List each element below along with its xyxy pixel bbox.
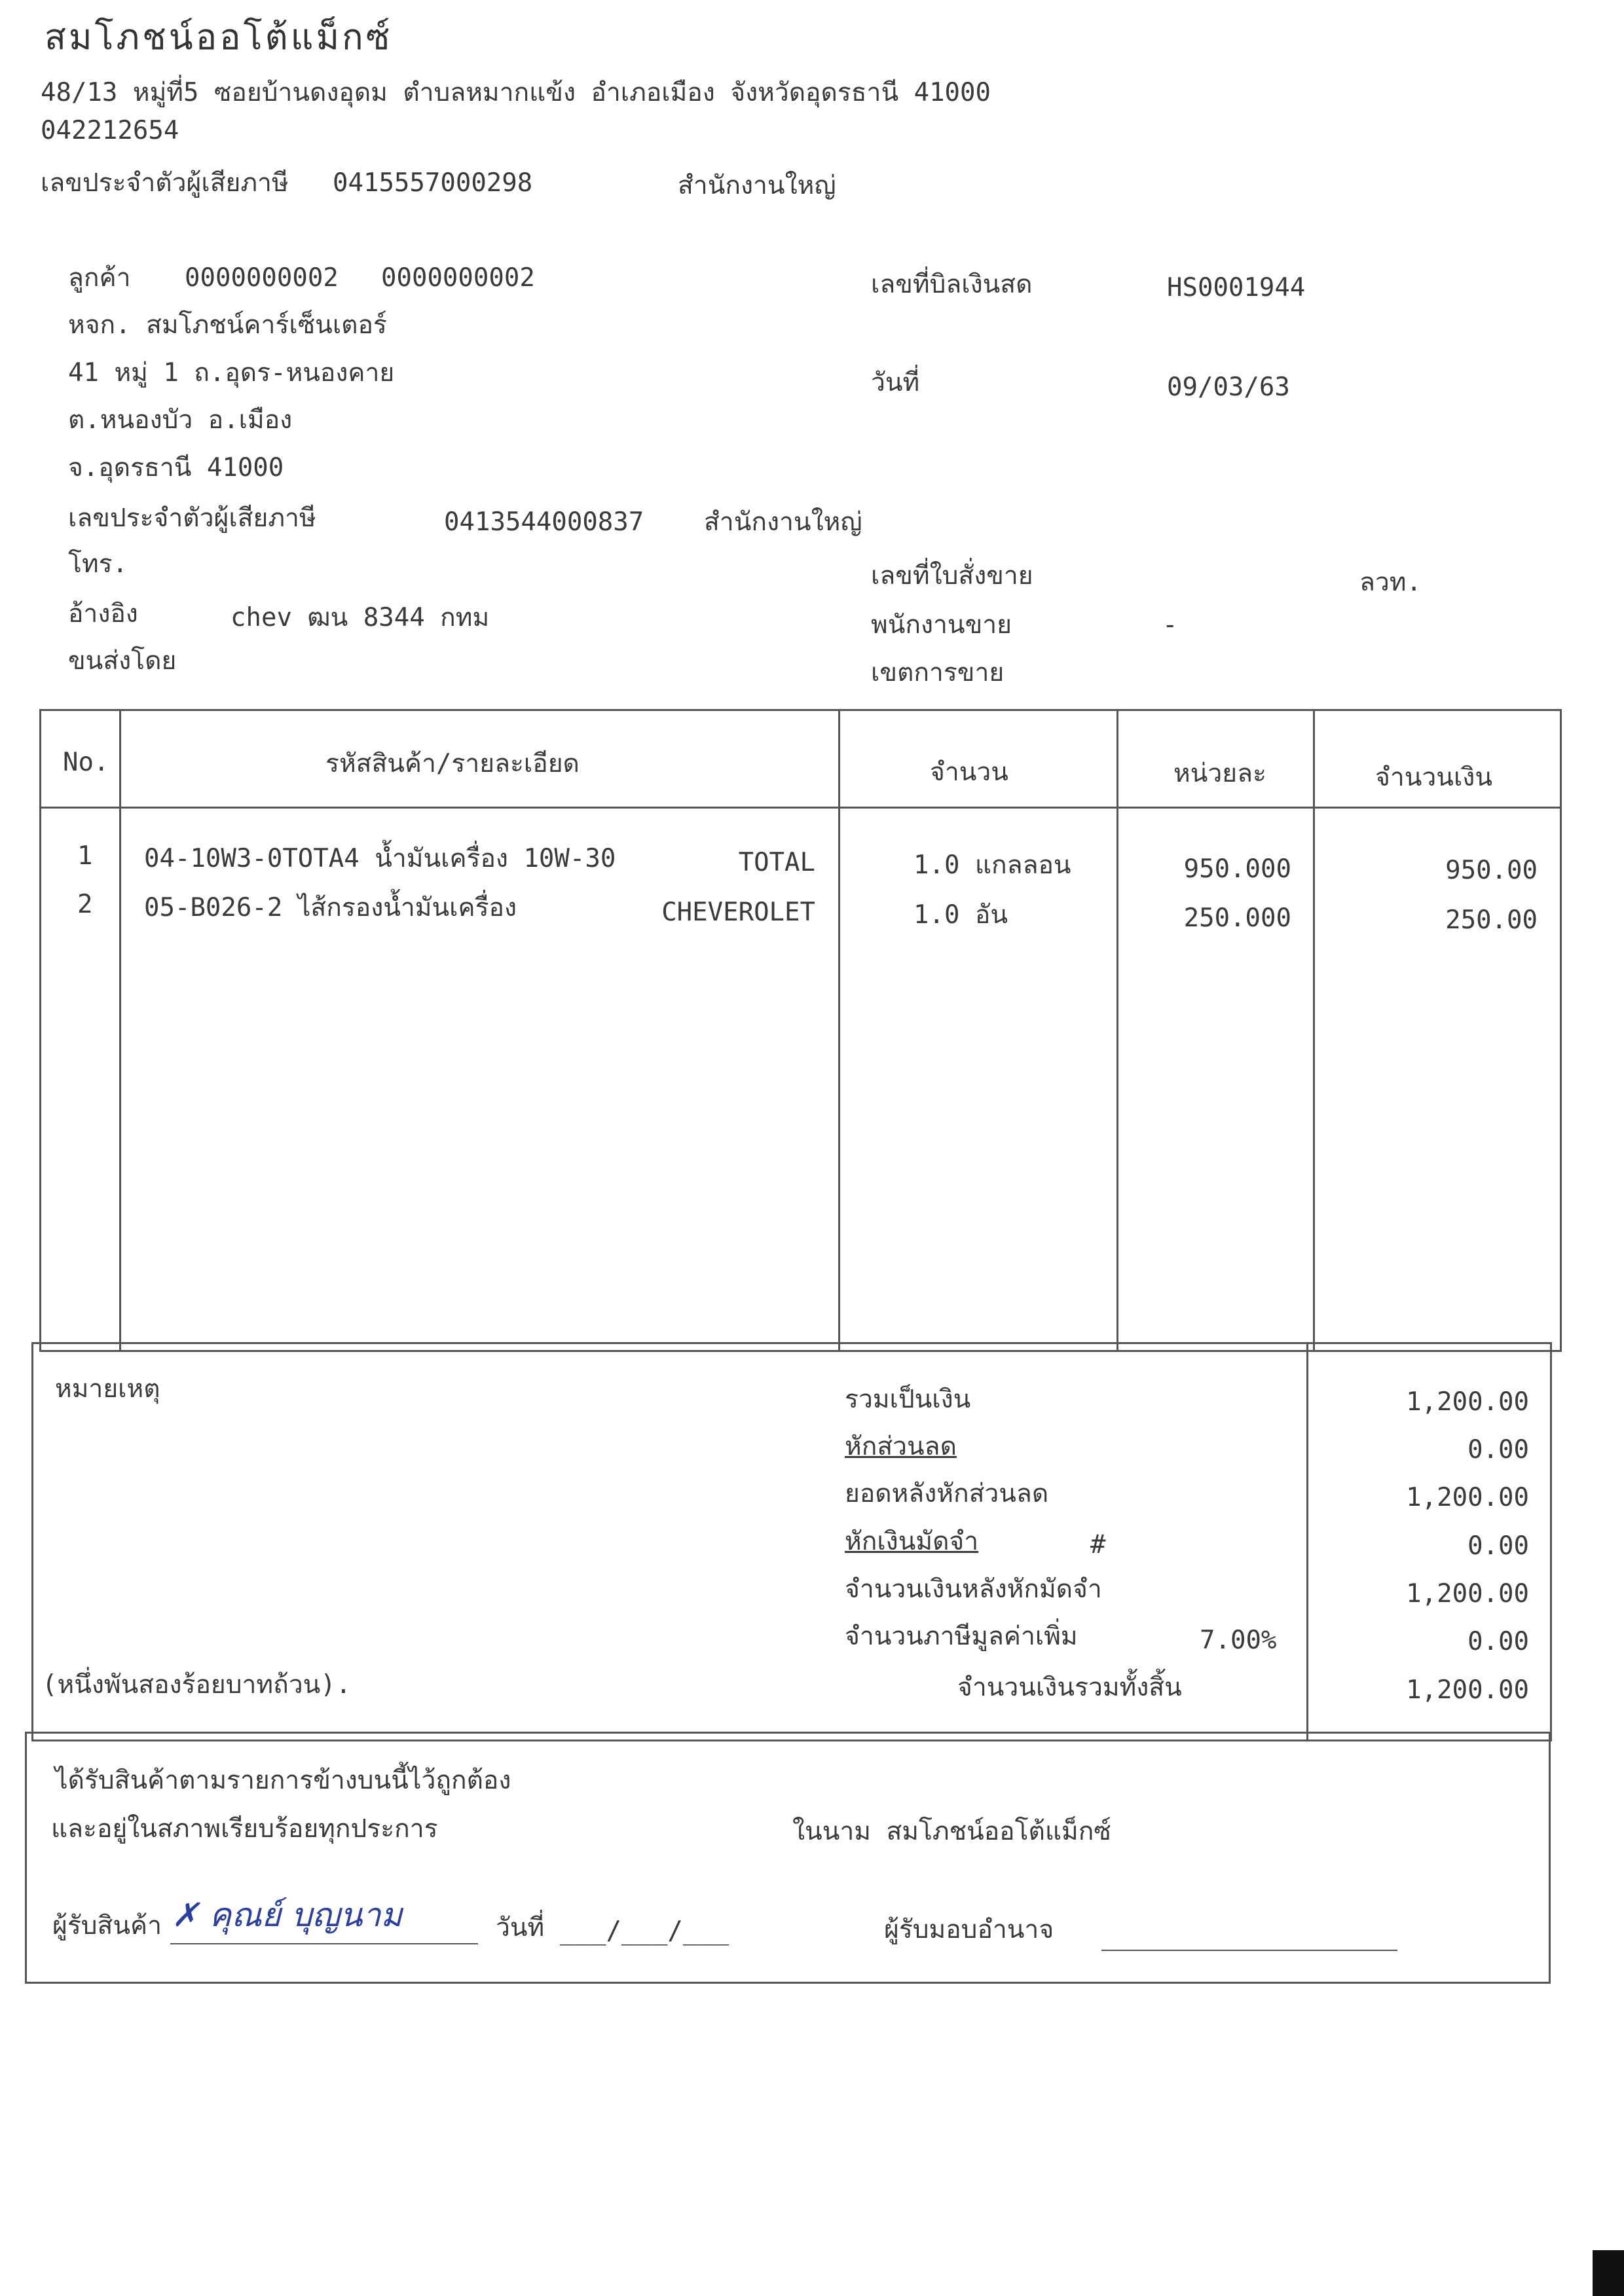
after-deposit-label: จำนวนเงินหลังหักมัดจำ — [845, 1575, 1102, 1604]
authorized-signature-line — [1101, 1950, 1397, 1951]
header-amount: จำนวนเงิน — [1375, 763, 1493, 792]
customer-code-2: 0000000002 — [381, 263, 535, 293]
row-2-no: 2 — [77, 890, 93, 919]
deposit-hash: # — [1090, 1530, 1106, 1559]
receive-date-label: วันที่ — [496, 1913, 545, 1942]
col-divider-2 — [838, 709, 840, 1352]
company-phone: 042212654 — [41, 116, 179, 145]
receiver-label: ผู้รับสินค้า — [52, 1911, 162, 1941]
after-deposit-value: 1,200.00 — [1406, 1579, 1529, 1609]
customer-address-2: ต.หนองบัว อ.เมือง — [68, 405, 293, 435]
summary-divider — [1306, 1342, 1308, 1741]
subtotal-label: รวมเป็นเงิน — [845, 1385, 971, 1414]
vat-value: 0.00 — [1467, 1627, 1529, 1656]
row-1-unit-price: 950.000 — [1183, 854, 1291, 884]
company-address: 48/13 หมู่ที่5 ซอยบ้านดงอุดม ตำบลหมากแข้ง อำเภอเมือง จังหวัดอุดรธานี 41000 — [41, 78, 991, 107]
customer-code-1: 0000000002 — [185, 263, 339, 293]
customer-phone-label: โทร. — [68, 549, 128, 579]
received-line-2: และอยู่ในสภาพเรียบร้อยทุกประการ — [51, 1814, 438, 1844]
receiver-signature-line — [170, 1943, 478, 1944]
deposit-label-text: หักเงินมัดจำ — [845, 1527, 979, 1556]
salesperson-label: พนักงานขาย — [871, 610, 1012, 640]
grand-total-value: 1,200.00 — [1406, 1675, 1529, 1705]
customer-tax-id: 0413544000837 — [444, 507, 644, 537]
items-table — [39, 709, 1562, 1352]
remark-label: หมายเหตุ — [55, 1374, 160, 1404]
order-no-value: ลวท. — [1359, 568, 1422, 597]
bill-date-label: วันที่ — [871, 368, 920, 397]
col-divider-1 — [119, 709, 121, 1352]
received-line-1: ได้รับสินค้าตามรายการข้างบนนี้ไว้ถูกต้อง — [55, 1766, 511, 1795]
row-1-quantity: 1.0 แกลลอน — [913, 850, 1071, 880]
after-discount-label: ยอดหลังหักส่วนลด — [845, 1479, 1049, 1508]
col-divider-4 — [1313, 709, 1315, 1352]
row-1-brand: TOTAL — [738, 848, 815, 877]
order-no-label: เลขที่ใบสั่งขาย — [871, 561, 1033, 591]
grand-total-label: จำนวนเงินรวมทั้งสิ้น — [957, 1673, 1182, 1702]
customer-ship-label: ขนส่งโดย — [68, 646, 177, 676]
table-header-divider — [39, 807, 1562, 809]
deposit-value: 0.00 — [1467, 1531, 1529, 1561]
customer-ref-value: chev ฒน 8344 กทม — [231, 603, 490, 632]
bill-date-value: 09/03/63 — [1167, 373, 1290, 402]
header-description: รหัสสินค้า/รายละเอียด — [325, 749, 580, 778]
bill-no-label: เลขที่บิลเงินสด — [871, 270, 1033, 299]
row-2-quantity: 1.0 อัน — [913, 900, 1008, 930]
row-1-no: 1 — [77, 841, 93, 871]
subtotal-value: 1,200.00 — [1406, 1387, 1529, 1417]
on-behalf-text: ในนาม สมโภชน์ออโต้แม็กซ์ — [792, 1817, 1111, 1846]
customer-tax-label: เลขประจำตัวผู้เสียภาษี — [68, 503, 316, 533]
row-2-amount: 250.00 — [1445, 905, 1538, 935]
header-unit-price: หน่วยละ — [1173, 759, 1266, 788]
company-tax-id: 0415557000298 — [333, 168, 533, 198]
customer-address-1: 41 หมู่ 1 ถ.อุดร-หนองคาย — [68, 358, 395, 388]
scan-edge-mark — [1593, 2250, 1624, 2296]
deposit-label — [845, 1529, 978, 1554]
bill-no-value: HS0001944 — [1167, 273, 1306, 302]
header-quantity: จำนวน — [930, 757, 1008, 787]
receive-date-blank: ___/___/___ — [560, 1916, 729, 1946]
receiver-signature: ✗ คุณย์ บุญนาม — [172, 1896, 403, 1934]
discount-label-text: หักส่วนลด — [845, 1432, 957, 1461]
vat-rate: 7.00% — [1200, 1626, 1277, 1655]
row-2-brand: CHEVEROLET — [661, 898, 815, 927]
customer-label: ลูกค้า — [68, 263, 131, 293]
discount-label — [845, 1434, 957, 1459]
company-branch: สำนักงานใหญ่ — [678, 171, 836, 200]
company-name: สมโภชน์ออโต้แม็กซ์ — [45, 16, 393, 58]
row-1-amount: 950.00 — [1445, 856, 1538, 885]
authorized-label: ผู้รับมอบอำนาจ — [884, 1915, 1054, 1944]
company-tax-label: เลขประจำตัวผู้เสียภาษี — [41, 168, 289, 198]
col-divider-3 — [1116, 709, 1118, 1352]
receiver-signature-text: คุณย์ บุญนาม — [209, 1896, 403, 1934]
customer-branch: สำนักงานใหญ่ — [704, 507, 862, 537]
after-discount-value: 1,200.00 — [1406, 1483, 1529, 1512]
discount-value: 0.00 — [1467, 1435, 1529, 1465]
row-1-description: 04-10W3-0TOTA4 น้ำมันเครื่อง 10W-30 — [144, 844, 616, 873]
sales-area-label: เขตการขาย — [871, 658, 1005, 687]
customer-ref-label: อ้างอิง — [68, 599, 138, 629]
salesperson-value: - — [1162, 610, 1178, 640]
row-2-description: 05-B026-2 ไส้กรองน้ำมันเครื่อง — [144, 893, 517, 922]
vat-label: จำนวนภาษีมูลค่าเพิ่ม — [845, 1622, 1078, 1651]
customer-address-3: จ.อุดรธานี 41000 — [68, 453, 284, 483]
customer-name: หจก. สมโภชน์คาร์เซ็นเตอร์ — [68, 310, 387, 340]
amount-in-words: (หนึ่งพันสองร้อยบาทถ้วน). — [42, 1670, 352, 1700]
row-2-unit-price: 250.000 — [1183, 903, 1291, 933]
header-no: No. — [63, 748, 109, 777]
